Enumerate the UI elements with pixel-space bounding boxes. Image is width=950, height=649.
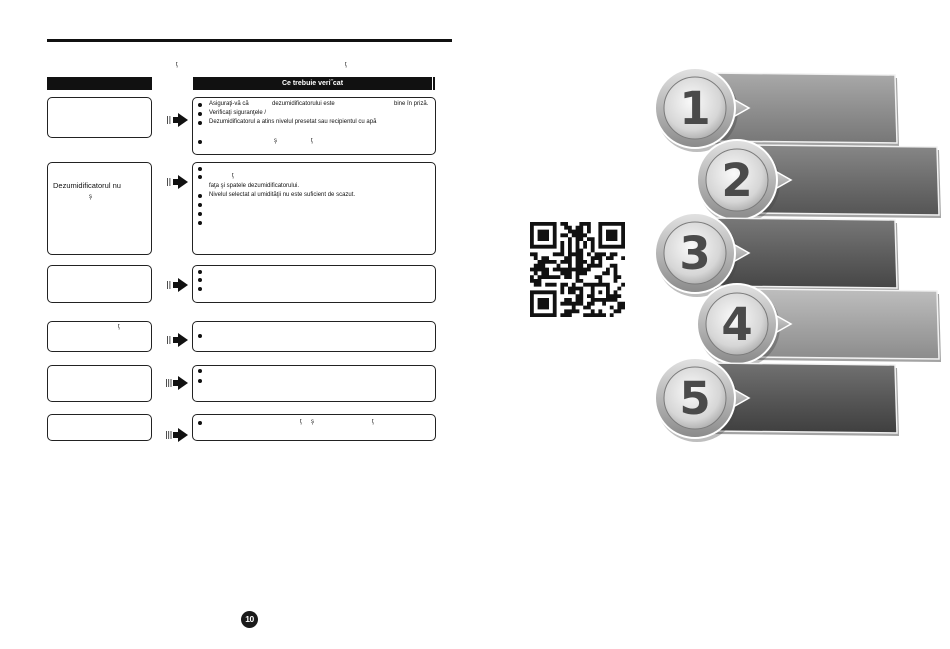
arrow-right-icon <box>165 332 191 348</box>
bullet <box>198 121 202 125</box>
table-header-edge <box>433 77 435 90</box>
problem-box <box>47 97 152 138</box>
step-1 <box>655 68 899 152</box>
bullet <box>198 270 202 274</box>
check-text: ş <box>274 138 277 144</box>
problem-text: ş <box>89 194 92 200</box>
header-mark: ţ <box>176 62 178 68</box>
step-number: 4 <box>721 298 753 351</box>
check-box <box>192 162 436 255</box>
bullet <box>198 167 202 171</box>
problem-box <box>47 265 152 303</box>
check-box <box>192 414 436 441</box>
step-3 <box>655 213 899 297</box>
problem-box <box>47 414 152 441</box>
check-text: faţa şi spatele dezumidificatorului. <box>209 183 300 189</box>
check-text: dezumidificatorului este <box>272 101 335 107</box>
check-text: ţ <box>232 173 234 179</box>
arrow-right-icon <box>165 174 191 190</box>
step-5 <box>655 358 899 442</box>
bullet <box>198 140 202 144</box>
bullet <box>198 212 202 216</box>
bullet <box>198 334 202 338</box>
page-number-badge: 10 <box>241 611 258 628</box>
problem-text: Dezumidificatorul nu <box>53 181 121 190</box>
arrow-right-icon <box>165 375 191 391</box>
bullet <box>198 194 202 198</box>
arrow-right-icon <box>165 112 191 128</box>
problem-box <box>47 321 152 352</box>
step-number: 3 <box>679 227 711 280</box>
bullet <box>198 221 202 225</box>
check-text: Nivelul selectat al umidităţii nu este suficient de scazut. <box>209 192 356 198</box>
bullet <box>198 379 202 383</box>
bullet <box>198 278 202 282</box>
check-text: ţ <box>300 419 302 425</box>
check-text: ţ <box>311 138 313 144</box>
bullet <box>198 203 202 207</box>
bullet <box>198 421 202 425</box>
check-text: Verificaţi siguranţele / <box>209 110 267 116</box>
bullet <box>198 103 202 107</box>
step-number: 5 <box>679 372 711 425</box>
check-text: Asiguraţi-vă că <box>209 101 249 107</box>
check-text: ţ <box>372 419 374 425</box>
qr-code <box>530 222 625 317</box>
check-text: Dezumidificatorul a atins nivelul presetat sau recipientul cu apă <box>209 119 377 125</box>
problem-box <box>47 365 152 402</box>
check-box <box>192 265 436 303</box>
step-4 <box>697 284 941 368</box>
check-box <box>192 321 436 352</box>
bullet <box>198 175 202 179</box>
step-number: 2 <box>721 154 753 207</box>
top-rule <box>47 39 452 42</box>
step-number: 1 <box>679 82 711 135</box>
table-header-left <box>47 77 152 90</box>
table-header-right <box>193 77 432 90</box>
check-text: ş <box>311 419 314 425</box>
arrow-right-icon <box>165 427 191 443</box>
step-2 <box>697 140 941 224</box>
bullet <box>198 287 202 291</box>
header-mark: ţ <box>345 62 347 68</box>
problem-box <box>47 162 152 255</box>
numbered-steps-graphic <box>640 55 950 445</box>
arrow-right-icon <box>165 277 191 293</box>
check-box <box>192 365 436 402</box>
table-header-title: Ce trebuie veri˝cat <box>281 80 344 87</box>
check-text: bine în priză. <box>394 101 429 107</box>
bullet <box>198 369 202 373</box>
problem-text: ţ <box>118 324 120 330</box>
bullet <box>198 112 202 116</box>
